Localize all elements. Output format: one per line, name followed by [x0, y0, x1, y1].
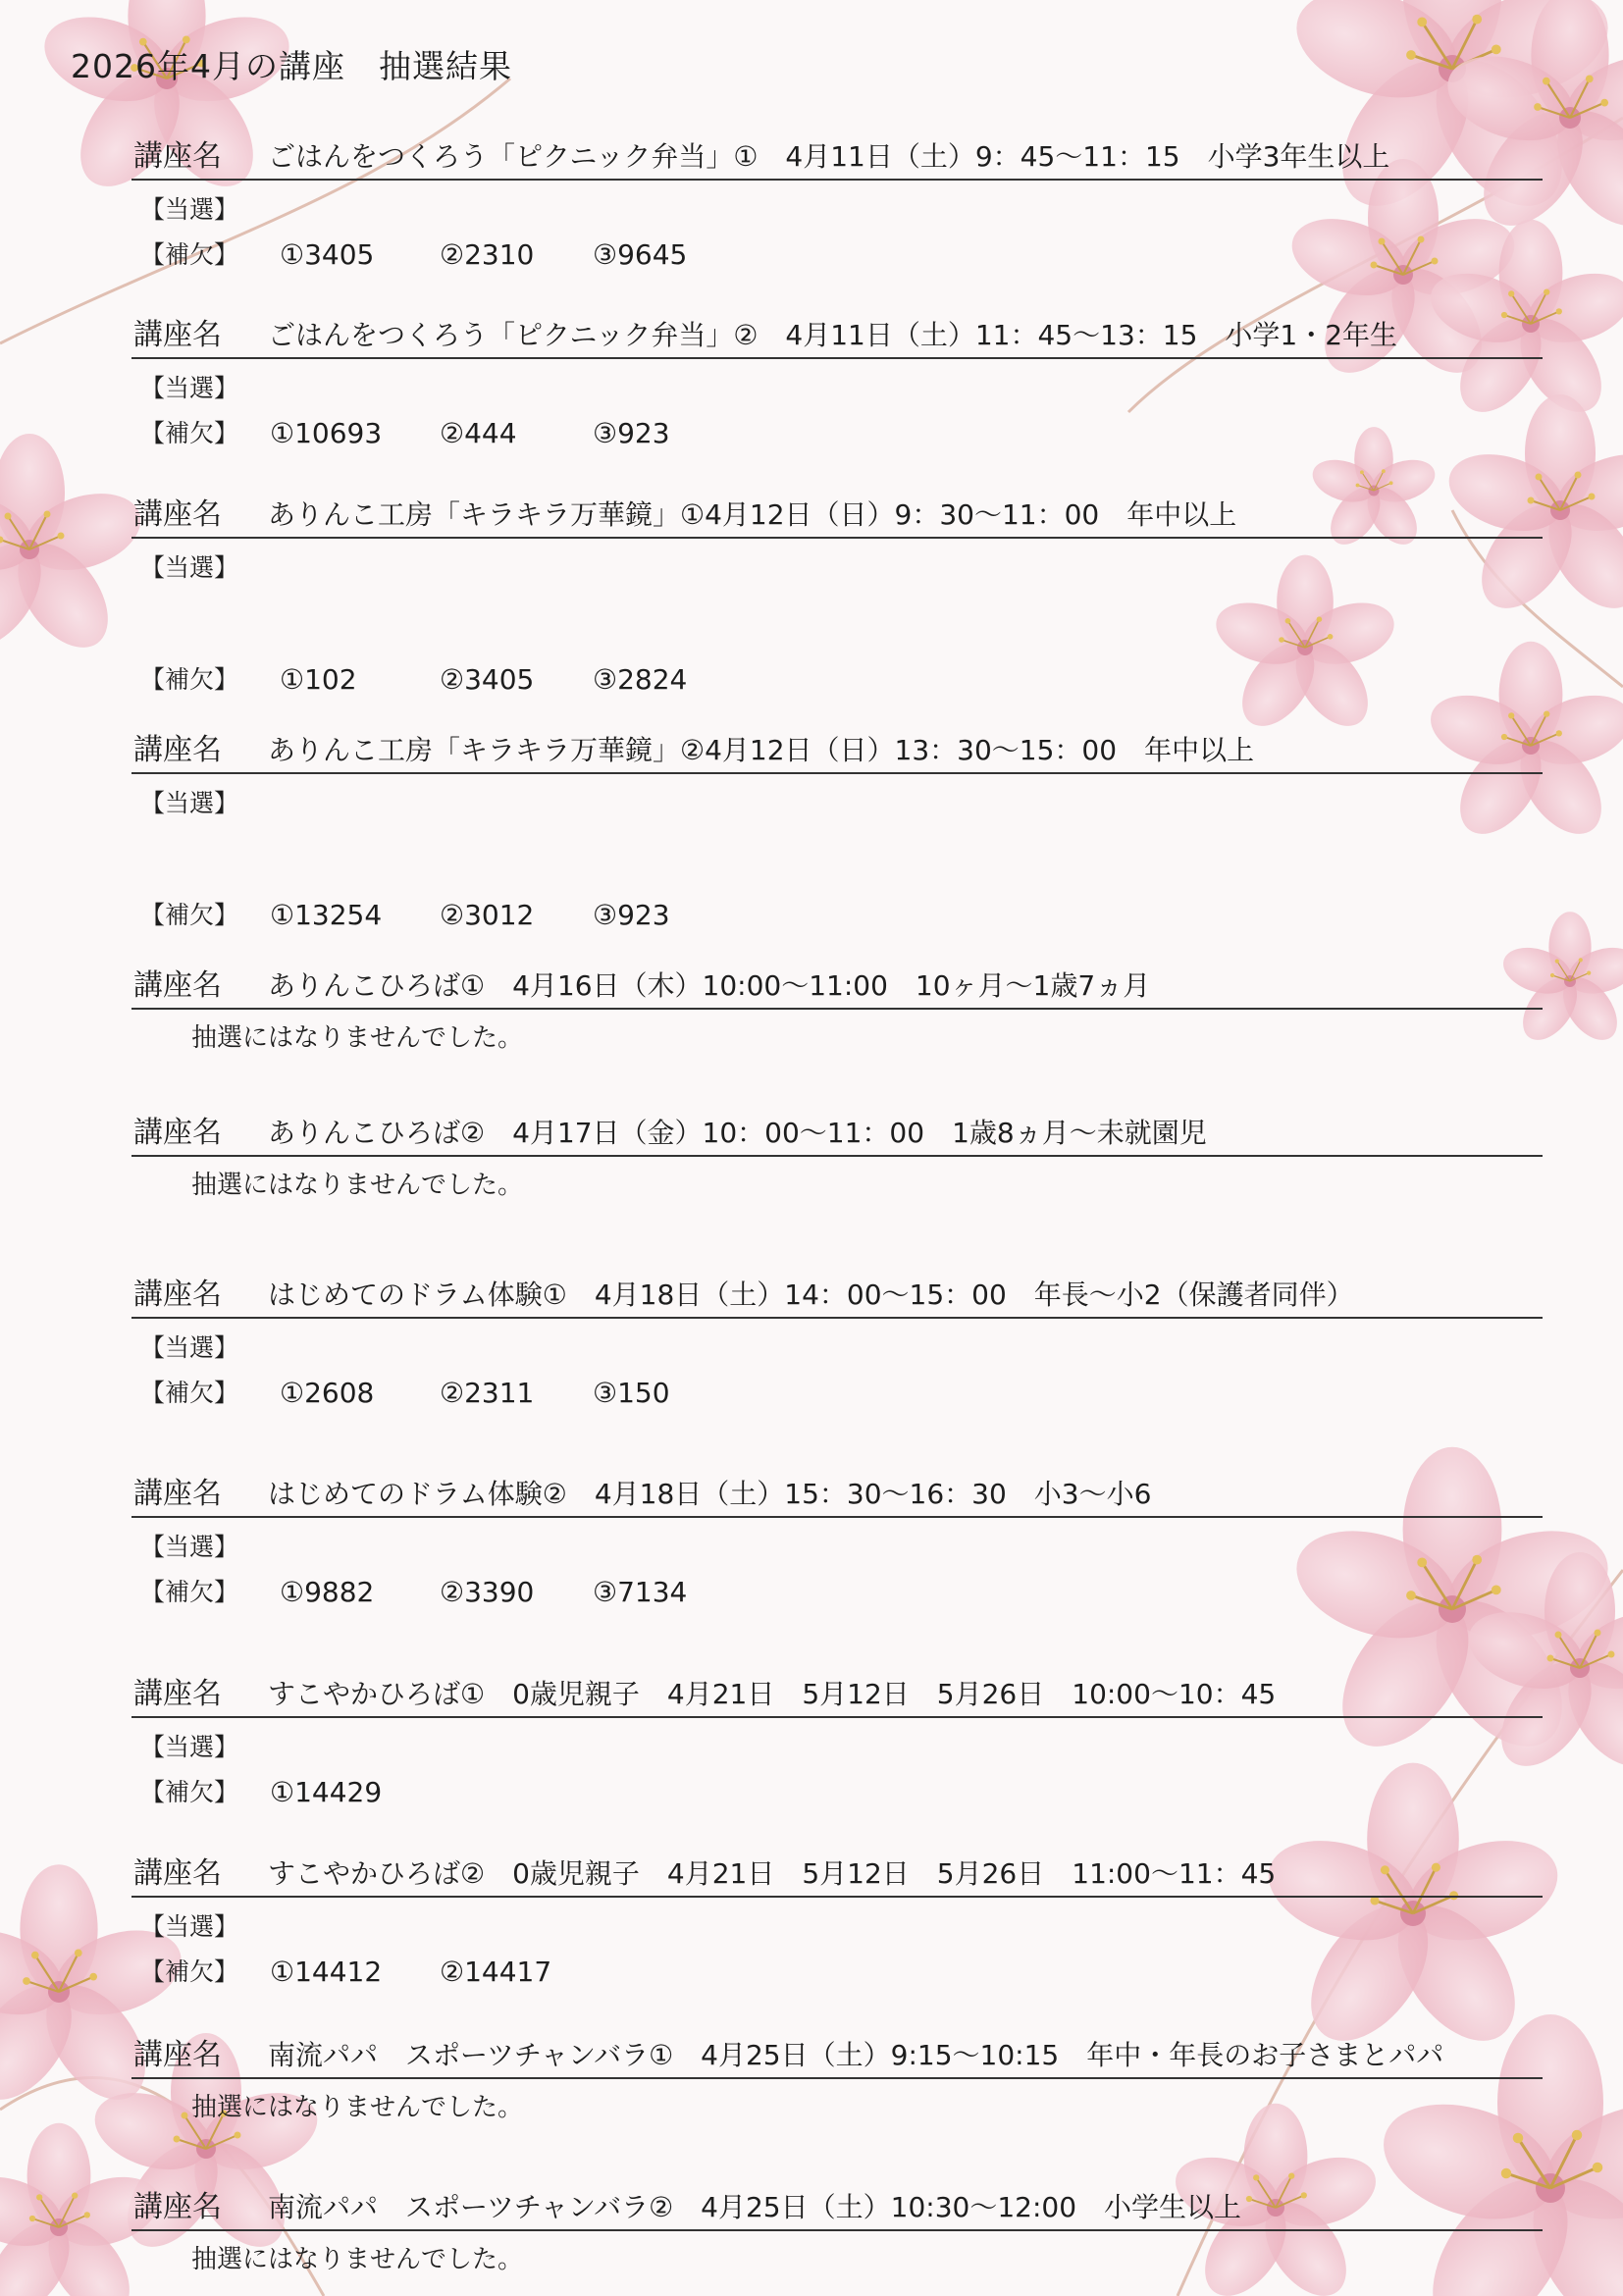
- course-label: 講座名: [133, 1477, 222, 1511]
- section-divider: [131, 357, 1543, 359]
- section-divider: [131, 1716, 1543, 1718]
- waitlist-number: ①13254: [270, 899, 383, 931]
- course-details: すこやかひろば② 0歳児親子 4月21日 5月12日 5月26日 11:00〜11：45: [268, 1857, 1277, 1890]
- course-heading: [133, 966, 1150, 1006]
- section-divider: [131, 1155, 1543, 1157]
- waitlist-number: ②14417: [440, 1956, 552, 1988]
- waitlist-number: ③923: [593, 417, 670, 449]
- page-title: 2026年4月の講座 抽選結果: [71, 47, 512, 85]
- course-details: 南流パパ スポーツチャンバラ① 4月25日（土）9:15〜10:15 年中・年長のお子さまとパパ: [268, 2039, 1444, 2071]
- waitlist-number: ②3405: [440, 663, 535, 696]
- course-heading: [133, 2188, 1241, 2227]
- winner-label: 【当選】: [140, 1912, 239, 1941]
- waitlist-number: ①14412: [270, 1956, 383, 1988]
- course-heading: [133, 1854, 1276, 1894]
- course-label: 講座名: [133, 1677, 222, 1711]
- waitlist-number: ①10693: [270, 417, 383, 449]
- course-label: 講座名: [133, 1856, 222, 1891]
- course-label: 講座名: [133, 2190, 222, 2224]
- winner-label: 【当選】: [140, 374, 239, 402]
- course-details: ごはんをつくろう「ピクニック弁当」② 4月11日（土）11：45〜13：15 小学1・2年生: [268, 319, 1398, 351]
- course-heading: [133, 2036, 1443, 2075]
- waitlist-number: ①102: [280, 663, 357, 696]
- winner-label: 【当選】: [140, 553, 239, 582]
- waitlist-number: ③923: [593, 899, 670, 931]
- no-lottery-note: 抽選にはなりませんでした。: [191, 1023, 524, 1053]
- waitlist-number: ③150: [593, 1377, 670, 1409]
- waitlist-number: ②2311: [440, 1377, 535, 1409]
- waitlist-label: 【補欠】: [140, 1578, 239, 1606]
- winner-label: 【当選】: [140, 1733, 239, 1761]
- course-details: ありんこ工房「キラキラ万華鏡」①4月12日（日）9：30〜11：00 年中以上: [268, 498, 1237, 531]
- section-divider: [131, 1516, 1543, 1518]
- section-divider: [131, 1896, 1543, 1898]
- course-heading: [133, 1475, 1151, 1514]
- waitlist-label: 【補欠】: [140, 419, 239, 447]
- course-heading: [133, 1114, 1207, 1153]
- section-divider: [131, 772, 1543, 774]
- course-heading: [133, 137, 1389, 177]
- waitlist-number: ②2310: [440, 238, 535, 271]
- course-heading: [133, 316, 1397, 355]
- course-details: ありんこひろば① 4月16日（木）10:00〜11:00 10ヶ月〜1歳7ヵ月: [268, 969, 1151, 1002]
- course-details: ありんこ工房「キラキラ万華鏡」②4月12日（日）13：30〜15：00 年中以上: [268, 734, 1255, 766]
- section-divider: [131, 1008, 1543, 1010]
- waitlist-number: ②444: [440, 417, 517, 449]
- course-heading: [133, 1675, 1276, 1714]
- course-label: 講座名: [133, 318, 222, 352]
- waitlist-number: ①3405: [280, 238, 375, 271]
- course-details: ごはんをつくろう「ピクニック弁当」① 4月11日（土）9：45〜11：15 小学3年生以上: [268, 140, 1390, 173]
- course-label: 講座名: [133, 1116, 222, 1150]
- waitlist-number: ①2608: [280, 1377, 375, 1409]
- waitlist-number: ③9645: [593, 238, 688, 271]
- waitlist-number: ③7134: [593, 1576, 688, 1608]
- waitlist-label: 【補欠】: [140, 901, 239, 929]
- course-details: 南流パパ スポーツチャンバラ② 4月25日（土）10:30〜12:00 小学生以上: [268, 2191, 1242, 2223]
- course-label: 講座名: [133, 968, 222, 1003]
- course-heading: [133, 1276, 1354, 1315]
- course-label: 講座名: [133, 2038, 222, 2072]
- waitlist-label: 【補欠】: [140, 1778, 239, 1806]
- waitlist-number: ③2824: [593, 663, 688, 696]
- section-divider: [131, 179, 1543, 181]
- no-lottery-note: 抽選にはなりませんでした。: [191, 2245, 524, 2274]
- waitlist-number: ②3012: [440, 899, 535, 931]
- course-details: ありんこひろば② 4月17日（金）10：00〜11：00 1歳8ヵ月〜未就園児: [268, 1117, 1207, 1149]
- winner-label: 【当選】: [140, 195, 239, 224]
- section-divider: [131, 1317, 1543, 1319]
- winner-label: 【当選】: [140, 1333, 239, 1362]
- section-divider: [131, 537, 1543, 539]
- waitlist-number: ②3390: [440, 1576, 535, 1608]
- section-divider: [131, 2077, 1543, 2079]
- course-details: すこやかひろば① 0歳児親子 4月21日 5月12日 5月26日 10:00〜10：45: [268, 1678, 1277, 1710]
- course-heading: [133, 731, 1254, 770]
- waitlist-number: ①9882: [280, 1576, 375, 1608]
- course-label: 講座名: [133, 497, 222, 532]
- no-lottery-note: 抽選にはなりませんでした。: [191, 2093, 524, 2122]
- no-lottery-note: 抽選にはなりませんでした。: [191, 1171, 524, 1200]
- waitlist-label: 【補欠】: [140, 1379, 239, 1407]
- course-label: 講座名: [133, 1278, 222, 1312]
- waitlist-label: 【補欠】: [140, 240, 239, 269]
- winner-label: 【当選】: [140, 789, 239, 817]
- course-details: はじめてのドラム体験① 4月18日（土）14：00〜15：00 年長〜小2（保護者同伴）: [268, 1278, 1354, 1311]
- winner-label: 【当選】: [140, 1533, 239, 1561]
- section-divider: [131, 2229, 1543, 2231]
- course-heading: [133, 496, 1236, 535]
- course-details: はじめてのドラム体験② 4月18日（土）15：30〜16：30 小3〜小6: [268, 1478, 1152, 1510]
- course-label: 講座名: [133, 733, 222, 767]
- waitlist-number: ①14429: [270, 1776, 383, 1808]
- waitlist-label: 【補欠】: [140, 665, 239, 694]
- waitlist-label: 【補欠】: [140, 1957, 239, 1986]
- course-label: 講座名: [133, 139, 222, 174]
